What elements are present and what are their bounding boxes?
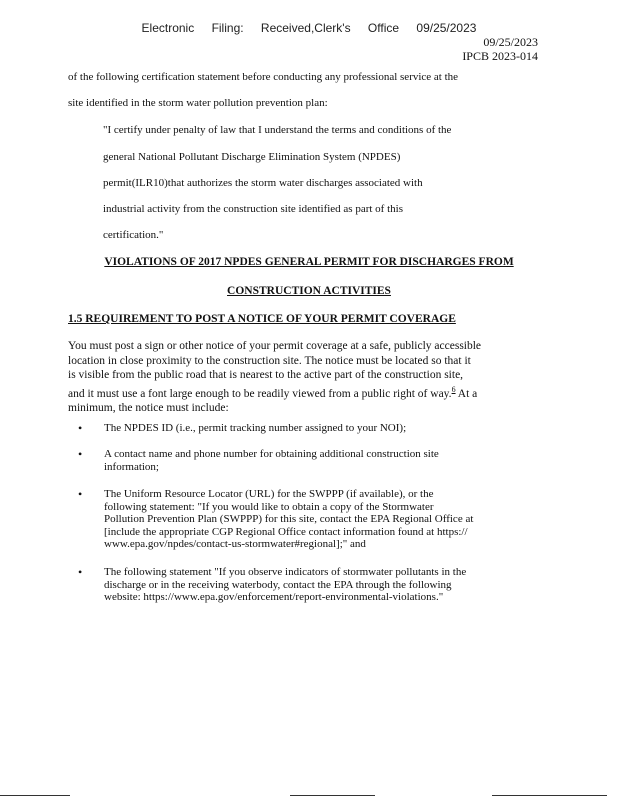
section-body <box>68 339 538 415</box>
cert-line-3: permit(ILR10)that authorizes the storm water discharges associated with <box>103 177 423 189</box>
body-at-a: At a <box>455 387 478 400</box>
stamp-date: 09/25/2023 <box>416 21 477 35</box>
footer-rule-right <box>492 795 607 796</box>
bullet-3-line-5: www.epa.gov/npdes/contact-us-stormwater#regional];" and <box>104 538 366 550</box>
stamp-office: Office <box>367 21 400 35</box>
bullet-2-line-1: A contact name and phone number for obtaining additional construction site <box>104 448 439 460</box>
bullet-3-line-2: following statement: "If you would like to obtain a copy of the Stormwater <box>104 500 434 513</box>
intro-line-2: site identified in the storm water pollution prevention plan: <box>68 97 328 109</box>
bullet-4-line-1: The following statement "If you observe indicators of stormwater pollutants in the <box>104 566 467 578</box>
bullet-icon-2: • <box>78 447 83 461</box>
section-title: 1.5 REQUIREMENT TO POST A NOTICE OF YOUR PERMIT COVERAGE <box>68 313 456 325</box>
header-date: 09/25/2023 <box>483 35 538 49</box>
footer-rule-center <box>290 795 375 796</box>
body-line-5: minimum, the notice must include: <box>68 401 229 414</box>
body-line-3: is visible from the public road that is nearest to the active part of the construction site, <box>68 369 464 381</box>
bullet-3-line-4: [include the appropriate CGP Regional Office contact information found at https:// <box>104 525 468 538</box>
body-line-4-text: and it must use a font large enough to be readily viewed from a public right of way. <box>68 387 452 400</box>
bullet-3-line-1: The Uniform Resource Locator (URL) for the SWPPP (if available), or the <box>104 488 434 500</box>
bullet-text-2 <box>104 448 542 473</box>
bullet-text-4 <box>104 566 542 604</box>
bullet-icon-3: • <box>78 487 83 501</box>
bullet-1-line-1: The NPDES ID (i.e., permit tracking number assigned to your NOI); <box>104 422 407 434</box>
bullet-2-line-2: information; <box>104 460 159 473</box>
cert-line-1: "I certify under penalty of law that I understand the terms and conditions of the <box>103 124 452 136</box>
bullet-icon-4: • <box>78 565 83 579</box>
bullet-4-line-2: discharge or in the receiving waterbody, contact the EPA through the following <box>104 578 452 591</box>
bullet-icon-1: • <box>78 421 83 435</box>
body-line-4 <box>68 383 538 401</box>
stamp-filing: Filing: <box>211 21 244 35</box>
violations-heading-1: VIOLATIONS OF 2017 NPDES GENERAL PERMIT FOR DISCHARGES FROM <box>104 256 514 268</box>
bullet-3-line-3: Pollution Prevention Plan (SWPPP) for this site, contact the EPA Regional Office at <box>104 513 474 525</box>
bullet-4-line-3: website: https://www.epa.gov/enforcement/report-environmental-violations." <box>104 591 444 603</box>
footnote-mark[interactable]: 6 <box>451 384 456 394</box>
stamp-received: Received,Clerk's <box>260 21 351 35</box>
cert-line-4: industrial activity from the construction site identified as part of this <box>103 203 403 215</box>
body-line-1: You must post a sign or other notice of your permit coverage at a safe, publicly accessible <box>68 340 482 352</box>
cert-line-5: certification." <box>103 229 164 241</box>
body-line-2: location in close proximity to the construction site. The notice must be located so that it <box>68 354 471 367</box>
header-docket: IPCB 2023-014 <box>462 49 538 63</box>
intro-line-1: of the following certification statement before conducting any professional service at the <box>68 71 459 83</box>
stamp-electronic: Electronic <box>141 21 195 35</box>
footer-rule-left <box>0 795 70 796</box>
bullet-text-1 <box>104 422 542 435</box>
filing-stamp <box>0 21 618 35</box>
cert-line-2: general National Pollutant Discharge Elimination System (NPDES) <box>103 151 401 163</box>
violations-heading-2: CONSTRUCTION ACTIVITIES <box>227 285 391 297</box>
bullet-text-3 <box>104 488 542 551</box>
